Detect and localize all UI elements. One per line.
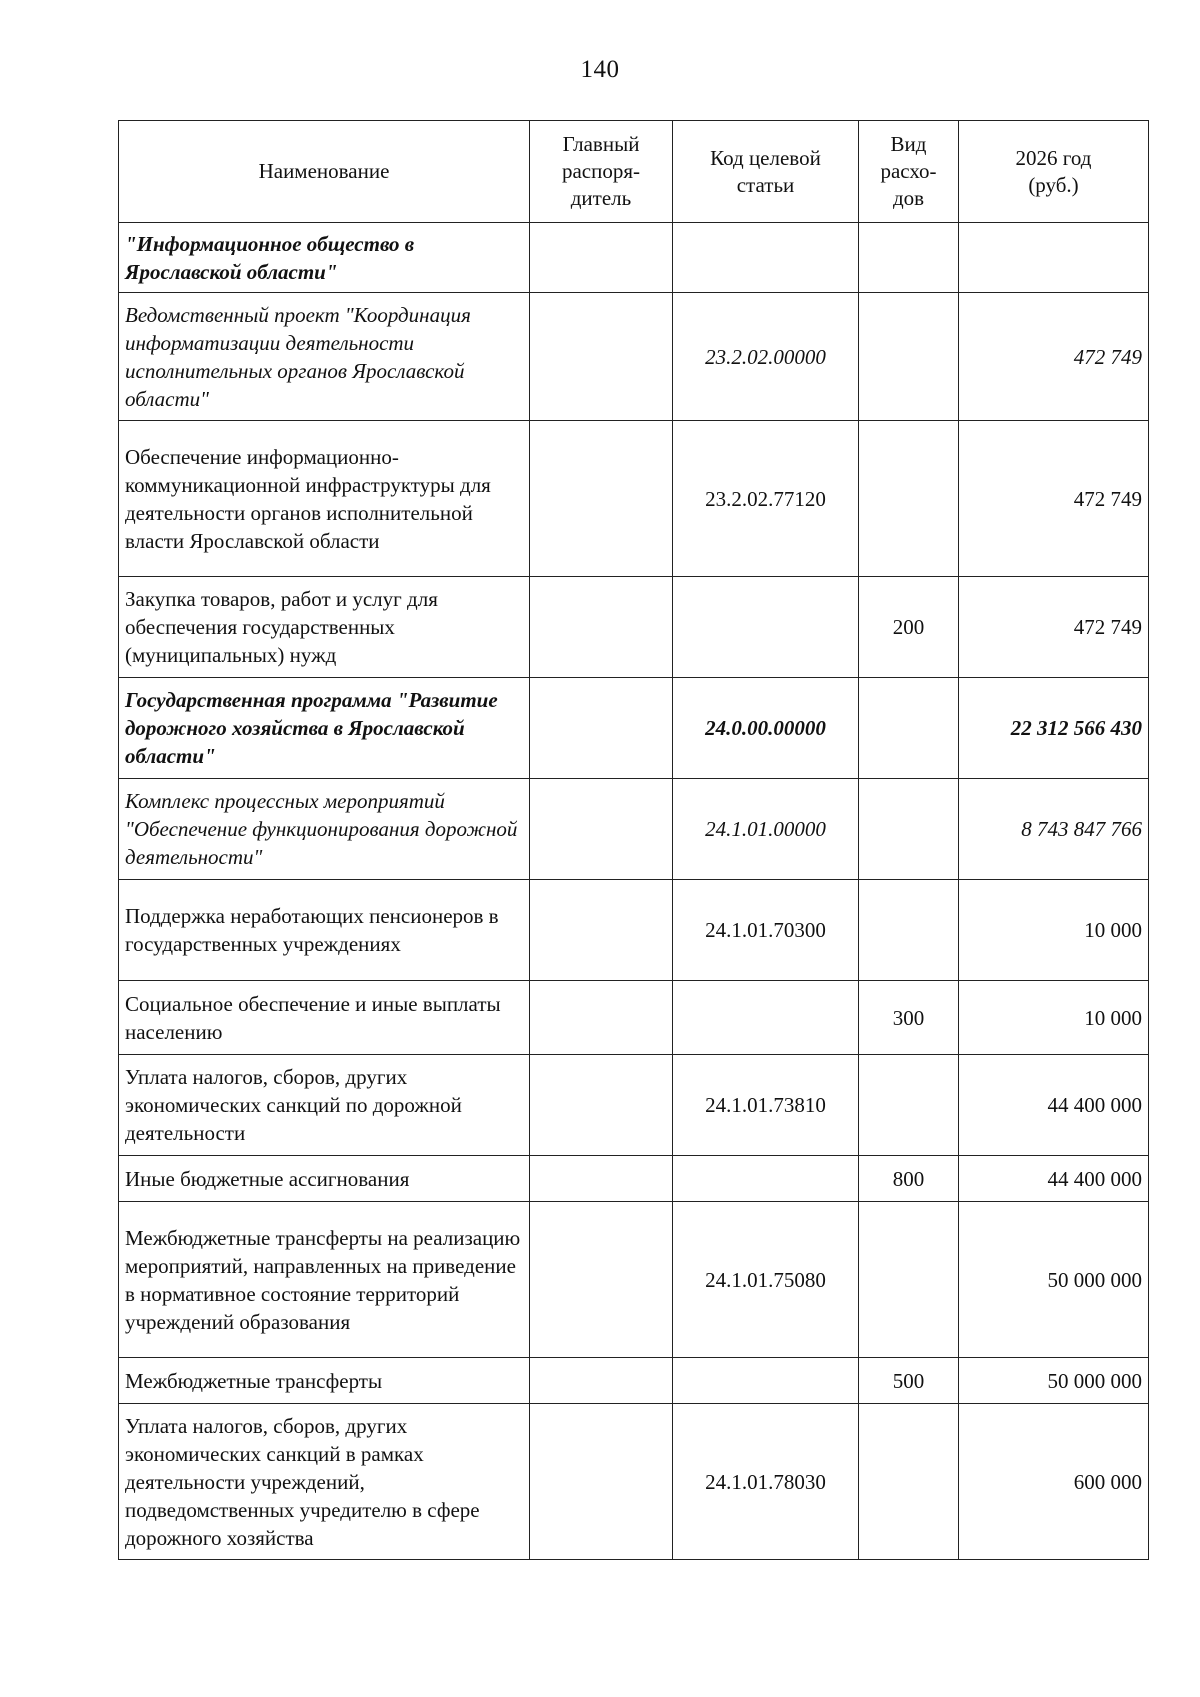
row-name: Уплата налогов, сборов, других экономических санкций по дорожной деятельности [119, 1055, 530, 1156]
header-sum: 2026 год (руб.) [959, 121, 1149, 223]
table-row [119, 1055, 1149, 1156]
row-glavny [530, 1358, 673, 1404]
header-glavny: Главный распоря- дитель [530, 121, 673, 223]
row-sum: 600 000 [959, 1404, 1149, 1560]
table-row [119, 779, 1149, 880]
table-row [119, 1156, 1149, 1202]
row-name: Ведомственный проект "Координация информатизации деятельности исполнительных органов Ярославской области" [119, 293, 530, 421]
table-header-row [119, 121, 1149, 223]
row-vid [859, 779, 959, 880]
row-name: Уплата налогов, сборов, других экономических санкций в рамках деятельности учреждений, подведомственных учредителю в сфере дорожного хозяйства [119, 1404, 530, 1560]
table-row [119, 1404, 1149, 1560]
row-glavny [530, 678, 673, 779]
row-code: 24.0.00.00000 [673, 678, 859, 779]
row-sum: 44 400 000 [959, 1156, 1149, 1202]
row-glavny [530, 577, 673, 678]
header-name: Наименование [119, 121, 530, 223]
row-code [673, 981, 859, 1055]
table-row [119, 421, 1149, 577]
row-code [673, 577, 859, 678]
row-vid [859, 421, 959, 577]
row-name: Социальное обеспечение и иные выплаты населению [119, 981, 530, 1055]
row-code [673, 223, 859, 293]
row-vid: 200 [859, 577, 959, 678]
row-code: 24.1.01.75080 [673, 1202, 859, 1358]
row-code: 23.2.02.00000 [673, 293, 859, 421]
row-name: "Информационное общество в Ярославской области" [119, 223, 530, 293]
row-sum: 472 749 [959, 577, 1149, 678]
row-glavny [530, 1156, 673, 1202]
row-vid: 800 [859, 1156, 959, 1202]
row-sum: 472 749 [959, 421, 1149, 577]
row-vid: 500 [859, 1358, 959, 1404]
table-row [119, 1358, 1149, 1404]
row-code: 24.1.01.00000 [673, 779, 859, 880]
row-code: 23.2.02.77120 [673, 421, 859, 577]
row-code: 24.1.01.70300 [673, 880, 859, 981]
row-code [673, 1156, 859, 1202]
table-row [119, 293, 1149, 421]
row-sum: 10 000 [959, 880, 1149, 981]
row-sum: 22 312 566 430 [959, 678, 1149, 779]
row-code [673, 1358, 859, 1404]
table-row [119, 223, 1149, 293]
row-vid [859, 293, 959, 421]
budget-table [118, 120, 1149, 1560]
row-glavny [530, 223, 673, 293]
table-row [119, 981, 1149, 1055]
table-row [119, 577, 1149, 678]
row-sum: 472 749 [959, 293, 1149, 421]
row-name: Иные бюджетные ассигнования [119, 1156, 530, 1202]
row-name: Государственная программа "Развитие дорожного хозяйства в Ярославской области" [119, 678, 530, 779]
row-vid: 300 [859, 981, 959, 1055]
row-code: 24.1.01.78030 [673, 1404, 859, 1560]
row-glavny [530, 1055, 673, 1156]
row-name: Межбюджетные трансферты на реализацию мероприятий, направленных на приведение в нормативное состояние территорий учреждений образования [119, 1202, 530, 1358]
row-glavny [530, 880, 673, 981]
table-row [119, 1202, 1149, 1358]
row-name: Обеспечение информационно-коммуникационной инфраструктуры для деятельности органов исполнительной власти Ярославской области [119, 421, 530, 577]
row-vid [859, 223, 959, 293]
row-glavny [530, 1404, 673, 1560]
row-name: Закупка товаров, работ и услуг для обеспечения государственных (муниципальных) нужд [119, 577, 530, 678]
row-name: Комплекс процессных мероприятий "Обеспечение функционирования дорожной деятельности" [119, 779, 530, 880]
row-glavny [530, 981, 673, 1055]
row-vid [859, 1202, 959, 1358]
row-name: Межбюджетные трансферты [119, 1358, 530, 1404]
page-number: 140 [580, 56, 620, 83]
row-vid [859, 678, 959, 779]
table-row [119, 678, 1149, 779]
row-sum: 8 743 847 766 [959, 779, 1149, 880]
row-glavny [530, 293, 673, 421]
row-glavny [530, 779, 673, 880]
header-vid: Вид расхо- дов [859, 121, 959, 223]
row-sum [959, 223, 1149, 293]
row-vid [859, 1055, 959, 1156]
row-name: Поддержка неработающих пенсионеров в государственных учреждениях [119, 880, 530, 981]
row-vid [859, 880, 959, 981]
row-sum: 50 000 000 [959, 1358, 1149, 1404]
row-glavny [530, 1202, 673, 1358]
row-vid [859, 1404, 959, 1560]
row-glavny [530, 421, 673, 577]
row-code: 24.1.01.73810 [673, 1055, 859, 1156]
table-row [119, 880, 1149, 981]
header-code: Код целевой статьи [673, 121, 859, 223]
row-sum: 44 400 000 [959, 1055, 1149, 1156]
row-sum: 10 000 [959, 981, 1149, 1055]
row-sum: 50 000 000 [959, 1202, 1149, 1358]
